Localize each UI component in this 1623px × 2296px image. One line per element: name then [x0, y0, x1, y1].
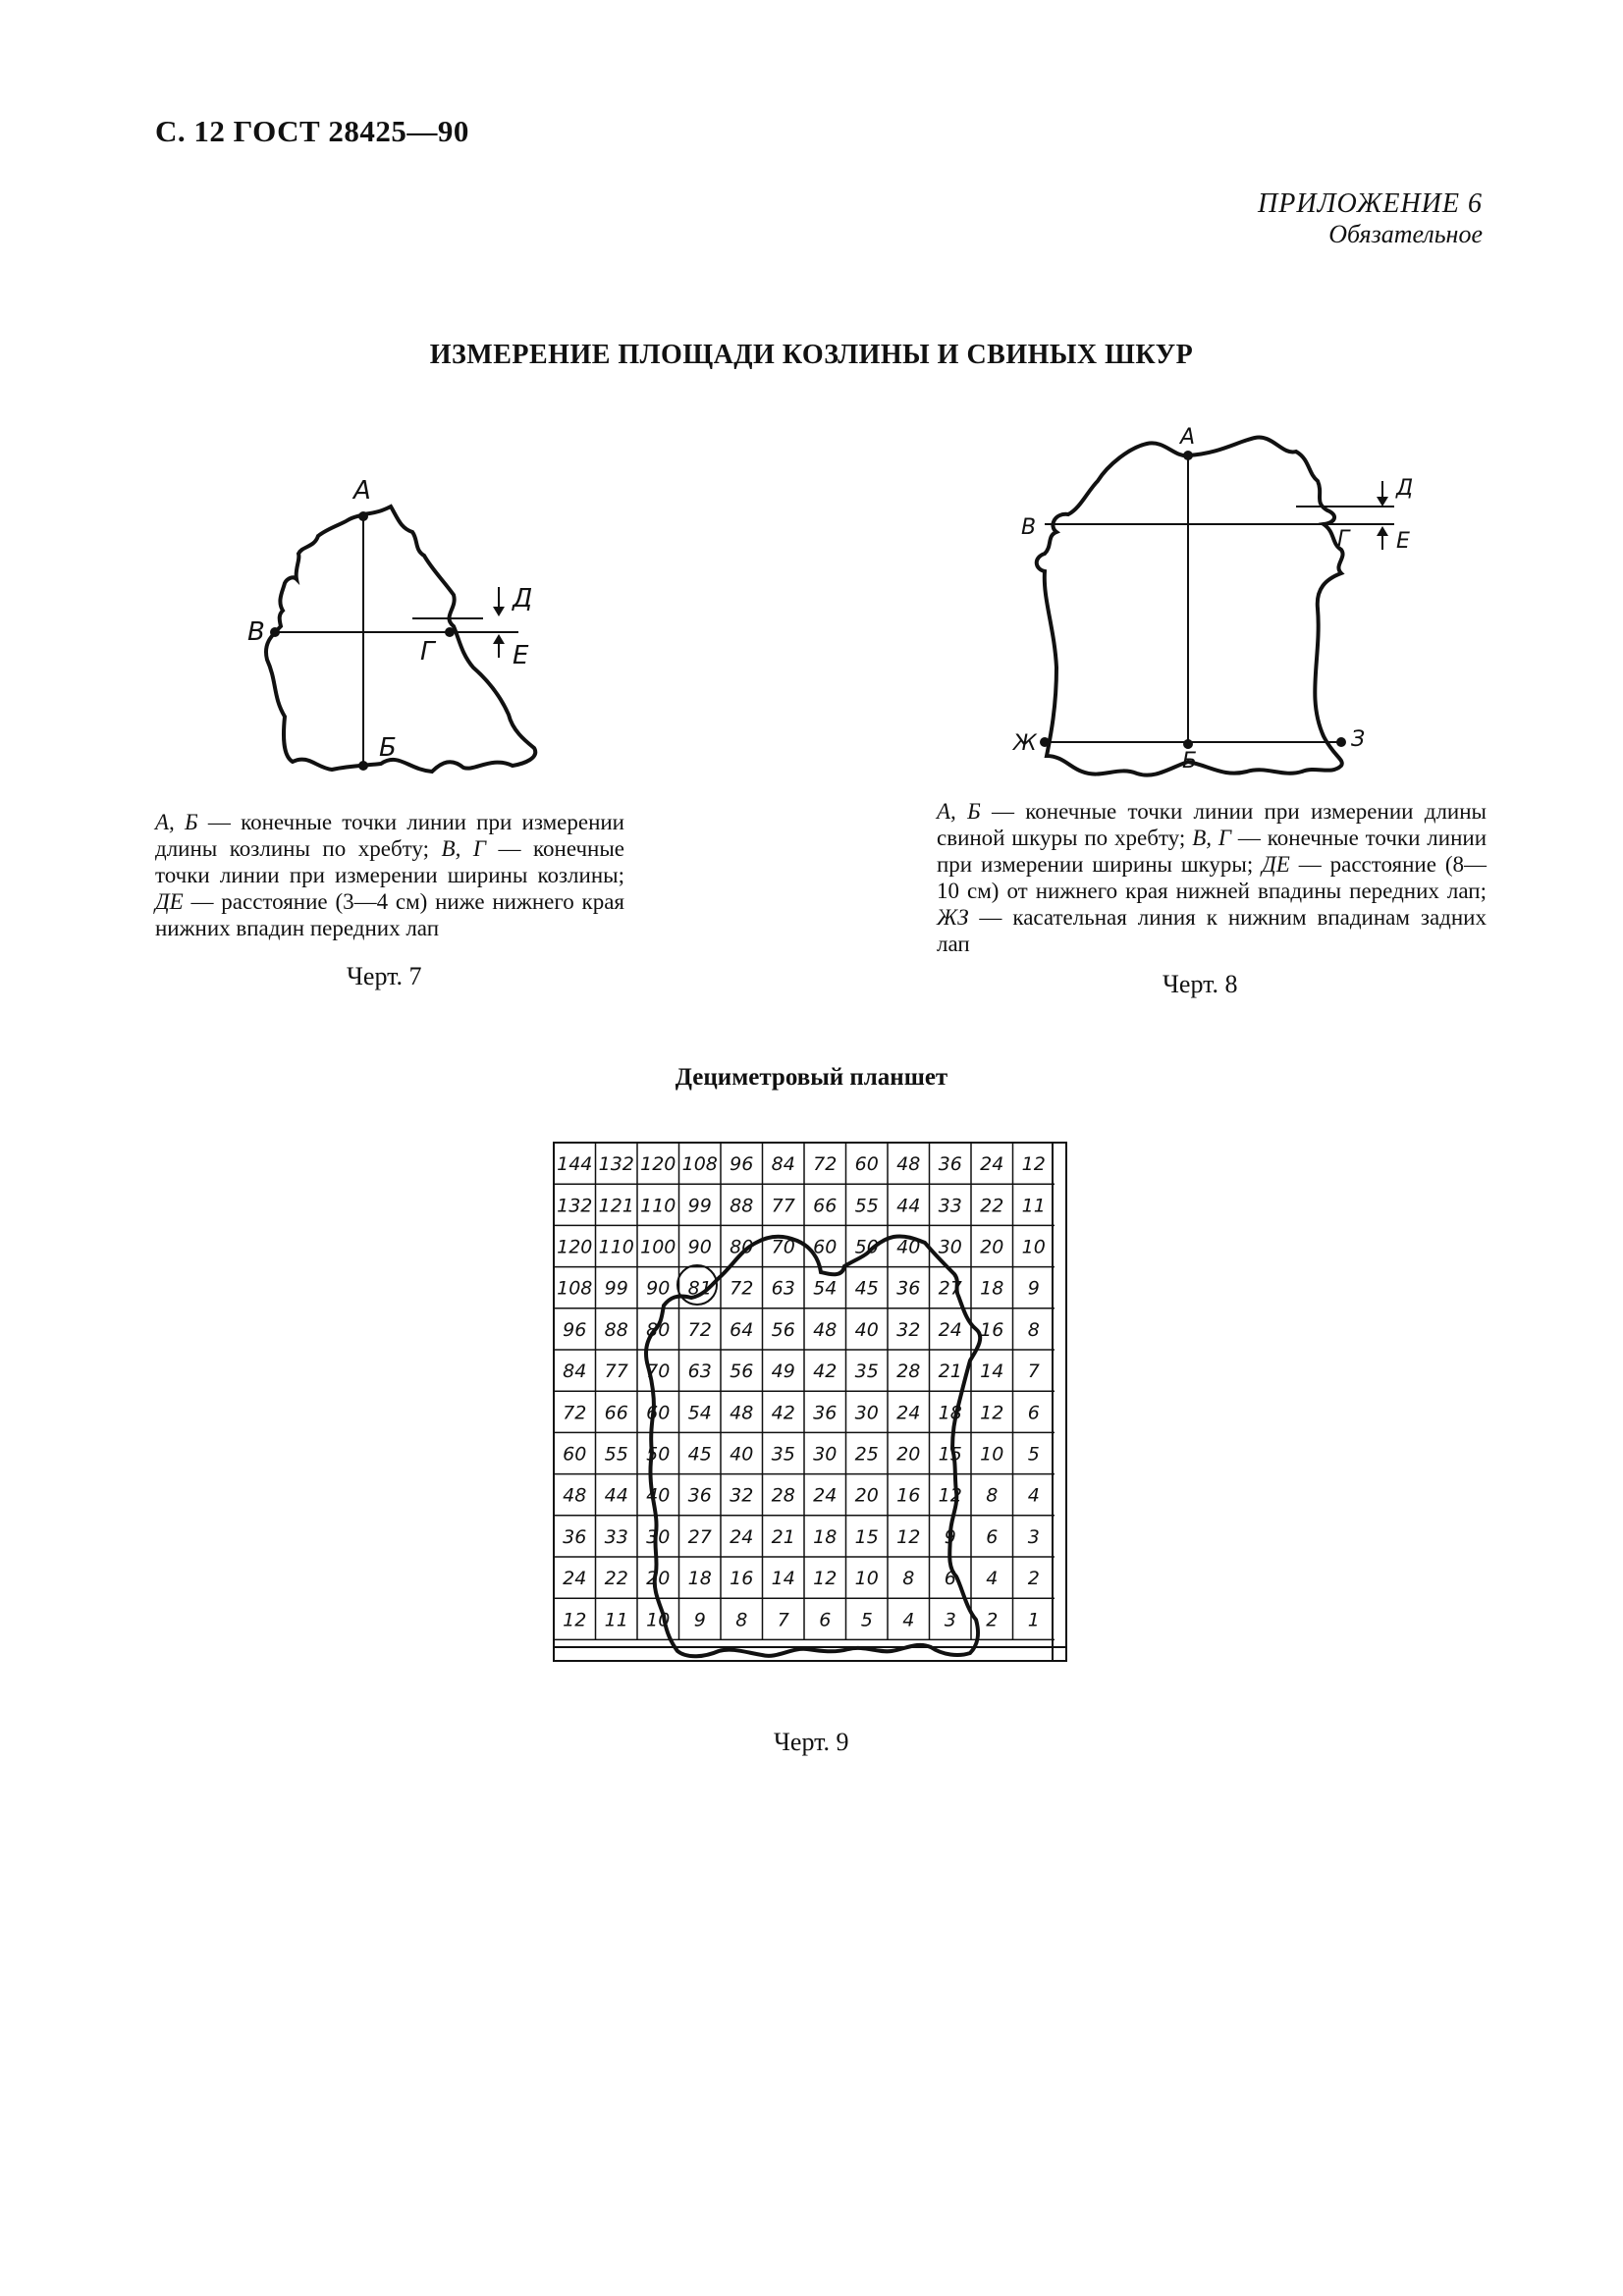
grid-cell-value: 4: [986, 1568, 999, 1590]
grid-cell-value: 12: [563, 1609, 587, 1631]
caption-term: В, Г: [1192, 826, 1231, 850]
fig7-caption: [155, 809, 624, 941]
caption-term: ДЕ: [1262, 852, 1290, 877]
fig8-label-e: Е: [1396, 529, 1410, 554]
fig7-label-b: Б: [379, 733, 397, 763]
grid-cell-value: 12: [813, 1568, 838, 1590]
grid-cell-value: 42: [771, 1402, 795, 1424]
grid-cell-value: 6: [1027, 1402, 1040, 1424]
appendix-subtitle: Обязательное: [1328, 220, 1483, 248]
grid-cell-value: 88: [604, 1318, 628, 1341]
grid-cell-value: 40: [854, 1318, 879, 1341]
grid-cell-value: 44: [896, 1195, 921, 1217]
grid-cell-value: 66: [604, 1402, 628, 1424]
grid-cell-value: 64: [730, 1318, 754, 1341]
grid-cell-value: 3: [944, 1609, 956, 1631]
caption-text: — конечные точки линии при измерении длины козлины по хребту;: [155, 810, 624, 861]
fig8-label-g: Г: [1337, 527, 1350, 552]
grid-cell-value: 36: [687, 1484, 712, 1507]
grid-cell-value: 54: [687, 1402, 712, 1424]
grid-cell-value: 22: [980, 1195, 1004, 1217]
fig8-label-a: А: [1180, 425, 1196, 450]
fig8-skin-outline: [1037, 438, 1343, 775]
grid-cell-value: 2: [986, 1609, 999, 1631]
grid-cell-value: 48: [813, 1318, 838, 1341]
grid-cell-value: 30: [938, 1236, 962, 1258]
grid-cell-value: 110: [598, 1236, 634, 1258]
grid-cell-value: 5: [1027, 1443, 1040, 1466]
fig8-caption: [937, 798, 1487, 957]
grid-cell-value: 70: [646, 1361, 671, 1383]
grid-cell-value: 14: [980, 1361, 1004, 1383]
grid-cell-value: 99: [687, 1195, 712, 1217]
grid-cell-value: 96: [730, 1153, 754, 1176]
grid-cell-value: 99: [604, 1277, 628, 1300]
grid-cell-value: 40: [730, 1443, 754, 1466]
grid-cell-value: 27: [938, 1277, 962, 1300]
grid-cell-value: 6: [944, 1568, 956, 1590]
grid-cell-value: 18: [813, 1525, 838, 1548]
grid-cell-value: 24: [730, 1525, 754, 1548]
grid-cell-value: 10: [854, 1568, 879, 1590]
grid-cell-value: 24: [896, 1402, 921, 1424]
grid-cell-value: 35: [854, 1361, 879, 1383]
grid-cell-value: 7: [777, 1609, 789, 1631]
fig7-diagram: [226, 471, 550, 795]
fig7-skin-outline: [266, 507, 535, 772]
appendix-title: ПРИЛОЖЕНИЕ 6: [1258, 188, 1483, 219]
grid-cell-value: 15: [854, 1525, 879, 1548]
fig7-number: Черт. 7: [347, 962, 422, 990]
caption-text: — расстояние (8—10 см) от нижнего края нижней впадины передних лап;: [937, 852, 1487, 903]
grid-cell-value: 48: [730, 1402, 754, 1424]
grid-cell-value: 60: [563, 1443, 587, 1466]
grid-cell-value: 40: [896, 1236, 921, 1258]
fig7-label-a: А: [353, 476, 371, 506]
grid-cell-value: 14: [771, 1568, 795, 1590]
fig8-label-v: В: [1021, 515, 1037, 540]
grid-cell-value: 50: [854, 1236, 879, 1258]
grid-cell-value: 6: [986, 1525, 999, 1548]
grid-cell-value: 27: [687, 1525, 712, 1548]
grid-cell-value: 9: [944, 1525, 956, 1548]
grid-cell-value: 60: [854, 1153, 879, 1176]
grid-cell-value: 2: [1027, 1568, 1040, 1590]
grid-cell-value: 10: [646, 1609, 671, 1631]
grid-cell-value: 90: [687, 1236, 712, 1258]
grid-cell-value: 50: [646, 1443, 671, 1466]
grid-cell-value: 21: [938, 1361, 962, 1383]
grid-cell-value: 55: [854, 1195, 879, 1217]
grid-cell-value: 15: [938, 1443, 962, 1466]
grid-cell-value: 5: [860, 1609, 873, 1631]
grid-cell-value: 12: [1021, 1153, 1046, 1176]
grid-cell-value: 4: [1027, 1484, 1040, 1507]
grid-cell-value: 36: [813, 1402, 838, 1424]
grid-cell-value: 96: [563, 1318, 587, 1341]
grid-cell-value: 56: [730, 1361, 754, 1383]
grid-cell-value: 35: [771, 1443, 795, 1466]
grid-cell-value: 18: [938, 1402, 962, 1424]
grid-cell-value: 24: [813, 1484, 838, 1507]
fig8-number: Черт. 8: [1163, 970, 1238, 998]
caption-term: ЖЗ: [937, 905, 969, 930]
grid-cell-value: 24: [938, 1318, 962, 1341]
fig8-label-d: Д: [1396, 476, 1414, 501]
grid-cell-value: 108: [681, 1153, 718, 1176]
page-header: С. 12 ГОСТ 28425—90: [155, 114, 469, 148]
grid-cell-value: 20: [646, 1568, 671, 1590]
grid-cell-value: 72: [687, 1318, 712, 1341]
fig7-label-e: Е: [513, 641, 529, 670]
grid-cell-value: 77: [604, 1361, 628, 1383]
grid-cell-value: 30: [813, 1443, 838, 1466]
grid-cell-value: 8: [986, 1484, 999, 1507]
grid-cell-value: 9: [1027, 1277, 1040, 1300]
grid-cell-value: 12: [938, 1484, 962, 1507]
planshet-title: Дециметровый планшет: [675, 1064, 948, 1091]
grid-cell-value: 42: [813, 1361, 838, 1383]
grid-cell-value: 32: [730, 1484, 754, 1507]
appendix-block: [1217, 188, 1483, 249]
grid-cell-value: 70: [771, 1236, 795, 1258]
grid-cell-value: 63: [687, 1361, 712, 1383]
grid-cell-value: 9: [693, 1609, 706, 1631]
fig7-label-d: Д: [513, 584, 533, 614]
fig8-label-z: З: [1351, 727, 1366, 752]
grid-cell-value: 48: [563, 1484, 587, 1507]
grid-cell-value: 33: [604, 1525, 628, 1548]
grid-cell-value: 32: [896, 1318, 921, 1341]
grid-cell-value: 10: [1021, 1236, 1046, 1258]
fig7-label-g: Г: [420, 637, 435, 667]
grid-cell-value: 36: [896, 1277, 921, 1300]
grid-cell-value: 4: [902, 1609, 915, 1631]
grid-cell-value: 56: [771, 1318, 795, 1341]
caption-term: В, Г: [441, 836, 486, 861]
grid-cell-value: 10: [980, 1443, 1004, 1466]
grid-cell-value: 18: [687, 1568, 712, 1590]
grid-cell-value: 25: [854, 1443, 879, 1466]
main-title: ИЗМЕРЕНИЕ ПЛОЩАДИ КОЗЛИНЫ И СВИНЫХ ШКУР: [429, 340, 1194, 370]
grid-cell-value: 28: [896, 1361, 921, 1383]
grid-cell-value: 28: [771, 1484, 795, 1507]
grid-cell-value: 72: [563, 1402, 587, 1424]
grid-cell-value: 77: [771, 1195, 795, 1217]
grid-cell-value: 20: [980, 1236, 1004, 1258]
grid-cell-value: 36: [563, 1525, 587, 1548]
grid-cell-value: 30: [646, 1525, 671, 1548]
fig7-label-v: В: [247, 617, 265, 647]
grid-cell-value: 90: [646, 1277, 671, 1300]
grid-cell-value: 45: [854, 1277, 879, 1300]
caption-text: — расстояние (3—4 см) ниже нижнего края нижних впадин передних лап: [155, 889, 624, 940]
grid-cell-value: 6: [819, 1609, 832, 1631]
grid-cell-value: 22: [604, 1568, 628, 1590]
grid-cell-value: 12: [980, 1402, 1004, 1424]
grid-cell-value: 8: [735, 1609, 748, 1631]
grid-cell-value: 84: [563, 1361, 587, 1383]
fig9-number: Черт. 9: [774, 1728, 849, 1756]
grid-cell-value: 45: [687, 1443, 712, 1466]
planshet-grid: [530, 1129, 1119, 1708]
caption-term: ДЕ: [155, 889, 184, 914]
grid-cell-value: 120: [557, 1236, 593, 1258]
grid-cell-value: 81: [687, 1277, 712, 1300]
caption-term: А, Б: [937, 799, 981, 824]
grid-cell-value: 84: [771, 1153, 795, 1176]
grid-cell-value: 1: [1027, 1609, 1040, 1631]
grid-cell-value: 3: [1027, 1525, 1040, 1548]
grid-cell-value: 100: [640, 1236, 676, 1258]
grid-cell-value: 8: [902, 1568, 915, 1590]
grid-cell-value: 48: [896, 1153, 921, 1176]
caption-text: — конечные точки линии при измерении ширины козлины;: [155, 836, 624, 887]
grid-cell-value: 80: [646, 1318, 671, 1341]
grid-cell-value: 72: [813, 1153, 838, 1176]
grid-cell-value: 80: [730, 1236, 754, 1258]
grid-cell-value: 120: [640, 1153, 676, 1176]
grid-cell-value: 144: [557, 1153, 593, 1176]
grid-cell-value: 20: [896, 1443, 921, 1466]
grid-cell-value: 36: [938, 1153, 962, 1176]
grid-cell-value: 66: [813, 1195, 838, 1217]
grid-cell-value: 60: [813, 1236, 838, 1258]
grid-cell-value: 11: [604, 1609, 628, 1631]
fig8-label-b: Б: [1182, 749, 1198, 774]
grid-cell-value: 44: [604, 1484, 628, 1507]
grid-cell-value: 110: [640, 1195, 676, 1217]
grid-cell-value: 49: [771, 1361, 795, 1383]
grid-cell-value: 121: [598, 1195, 634, 1217]
fig8-label-zh: Ж: [1013, 731, 1037, 756]
grid-cell-value: 132: [598, 1153, 634, 1176]
grid-cell-value: 63: [771, 1277, 795, 1300]
grid-cell-value: 12: [896, 1525, 921, 1548]
grid-cell-value: 20: [854, 1484, 879, 1507]
grid-cell-value: 24: [980, 1153, 1004, 1176]
caption-term: А, Б: [155, 810, 198, 834]
grid-cell-value: 55: [604, 1443, 628, 1466]
grid-cell-value: 108: [557, 1277, 593, 1300]
caption-text: — касательная линия к нижним впадинам задних лап: [937, 905, 1487, 956]
grid-cell-value: 132: [557, 1195, 593, 1217]
grid-cell-value: 40: [646, 1484, 671, 1507]
grid-cell-value: 21: [771, 1525, 795, 1548]
grid-cell-value: 88: [730, 1195, 754, 1217]
grid-cell-value: 16: [896, 1484, 921, 1507]
grid-cell-value: 7: [1027, 1361, 1040, 1383]
caption-text: — конечные точки линии при измерении ширины шкуры;: [937, 826, 1488, 877]
caption-text: — конечные точки линии при измерении длины свиной шкуры по хребту;: [937, 799, 1487, 850]
grid-cell-value: 8: [1027, 1318, 1040, 1341]
fig8-diagram: [992, 412, 1424, 785]
grid-cell-value: 54: [813, 1277, 838, 1300]
grid-cell-value: 33: [938, 1195, 962, 1217]
grid-cell-value: 72: [730, 1277, 754, 1300]
grid-cell-value: 30: [854, 1402, 879, 1424]
grid-cell-value: 11: [1021, 1195, 1046, 1217]
grid-cell-value: 24: [563, 1568, 587, 1590]
grid-cell-value: 16: [730, 1568, 754, 1590]
grid-cell-value: 16: [980, 1318, 1004, 1341]
grid-cell-value: 18: [980, 1277, 1004, 1300]
grid-cell-value: 60: [646, 1402, 671, 1424]
